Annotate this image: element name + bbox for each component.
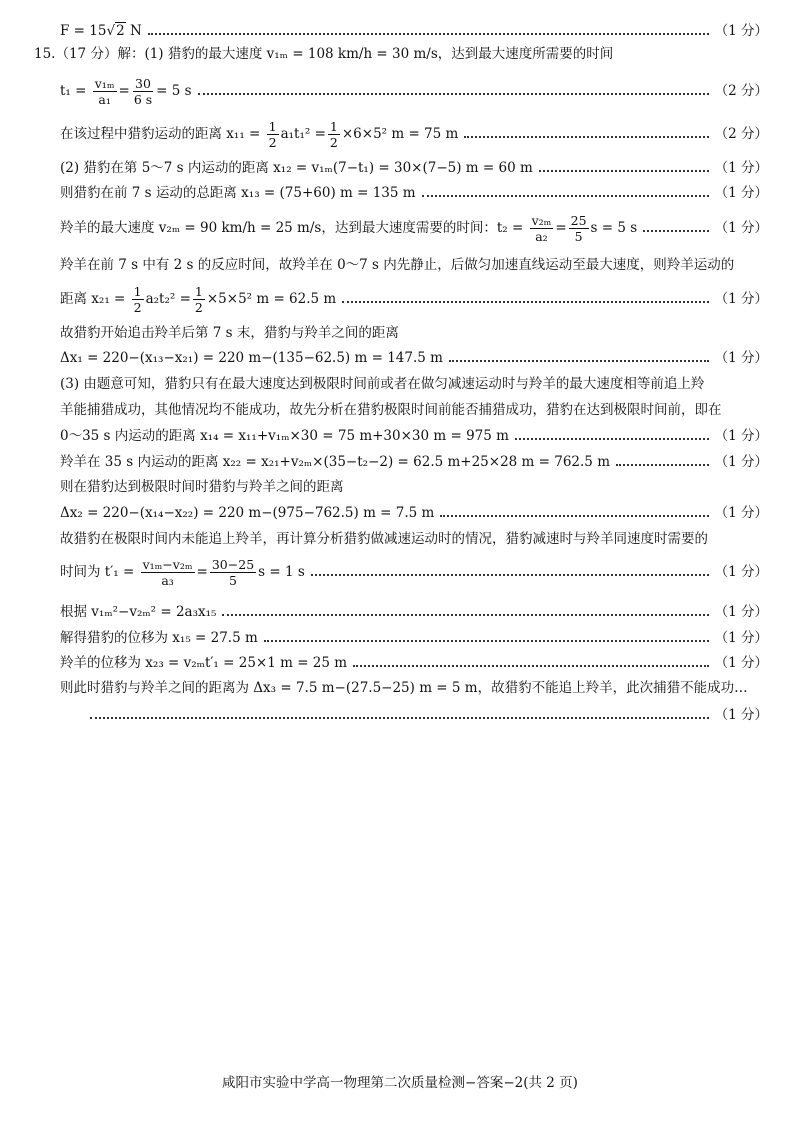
dot-leader <box>515 438 709 440</box>
fraction: $\frac{30}{6 s}$ <box>133 75 153 107</box>
score-label: （1 分） <box>714 291 768 307</box>
dot-leader <box>311 574 709 576</box>
formula: 在该过程中猎豹运动的距离 x₁₁ = $\frac{1}{2}$ a₁t₁² = $\frac{1}{2}$ ×6×5² m = 75 m <box>60 118 459 150</box>
dot-leader <box>616 464 709 466</box>
dot-leader <box>148 33 709 35</box>
fraction: $\frac{\text{v₂ₘ}}{\text{a₂}}$ <box>531 212 552 244</box>
fraction: $\frac{1}{2}$ <box>194 283 203 315</box>
score-label: （1 分） <box>714 655 768 671</box>
text-line: 则在猎豹达到极限时间时猎豹与羚羊之间的距离 <box>60 479 344 495</box>
dot-leader <box>90 717 709 719</box>
score-label: （1 分） <box>714 23 768 39</box>
text-line: 故猎豹开始追击羚羊后第 7 s 末，猎豹与羚羊之间的距离 <box>60 325 399 341</box>
answer-line-final-score <box>60 705 768 725</box>
answer-line-x22: 羚羊在 35 s 内运动的距离 x₂₂ = x₂₁+v₂ₘ×(35−t₂−2) = 62.5 m+25×28 m = 762.5 m （1 分） <box>60 454 768 470</box>
dot-leader <box>342 301 708 303</box>
text-line: (3) 由题意可知，猎豹只有在最大速度达到极限时间前或者在做匀减速运动时与羚羊的最大速度相等前追上羚 <box>60 376 705 392</box>
answer-line-x21 <box>60 283 768 315</box>
text-line-conclusion: 则此时猎豹与羚羊之间的距离为 Δx₃ = 7.5 m−(27.5−25) m = 5 m，故猎豹不能追上羚羊，此次捕猎不能成功… <box>60 680 748 696</box>
answer-line-x11 <box>60 118 768 150</box>
score-label: （2 分） <box>714 126 768 142</box>
formula: 距离 x₂₁ = $\frac{1}{2}$ a₂t₂² = $\frac{1}{2}$ ×5×5² m = 62.5 m <box>60 283 337 315</box>
score-label: （1 分） <box>714 564 768 580</box>
dot-leader <box>264 640 709 642</box>
answer-line-kinematics: 根据 v₁ₘ²−v₂ₘ² = 2a₃x₁₅ （1 分） <box>60 604 768 620</box>
score-label: （1 分） <box>714 220 768 236</box>
answer-line-t1-prime <box>60 556 768 588</box>
answer-line-force <box>60 21 768 41</box>
fraction: $\frac{1}{2}$ <box>133 283 142 315</box>
answer-line-x13: 则猎豹在前 7 s 运动的总距离 x₁₃ = (75+60) m = 135 m （1 分） <box>60 185 768 201</box>
formula: 时间为 t′₁ = $\frac{\text{v₁ₘ−v₂ₘ}}{\text{a₃}}$ = $\frac{30-25}{5}$ s = 1 s <box>60 556 305 588</box>
dot-leader <box>539 170 709 172</box>
answer-line-t1 <box>60 75 768 107</box>
text-line: 故猎豹在极限时间内未能追上羚羊，再计算分析猎豹做减速运动时的情况，猎豹减速时与羚羊同速度时需要的 <box>60 531 708 547</box>
answer-line-t2 <box>60 212 768 244</box>
dot-leader <box>353 665 709 667</box>
dot-leader <box>222 614 708 616</box>
answer-line-dx1: Δx₁ = 220−(x₁₃−x₂₁) = 220 m−(135−62.5) m = 147.5 m （1 分） <box>60 350 768 366</box>
score-label: （1 分） <box>714 630 768 646</box>
page-footer: 咸阳市实验中学高一物理第二次质量检测−答案−2(共 2 页) <box>222 1075 578 1091</box>
fraction: $\frac{\text{v₁ₘ−v₂ₘ}}{\text{a₃}}$ <box>142 556 193 588</box>
formula: t₁ = $\frac{\text{v₁ₘ}}{\text{a₁}}$ = $\frac{30}{6 s}$ = 5 s <box>60 75 192 107</box>
formula: 羚羊的最大速度 v₂ₘ = 90 km/h = 25 m/s，达到最大速度需要的时间：t₂ = $\frac{\text{v₂ₘ}}{\text{a₂}}$ = $\frac{25}{5}$ s = 5 s <box>60 212 638 244</box>
score-label: （1 分） <box>714 604 768 620</box>
dot-leader <box>449 360 709 362</box>
formula: F = 15√2 N <box>60 23 142 39</box>
answer-line-x23: 羚羊的位移为 x₂₃ = v₂ₘt′₁ = 25×1 m = 25 m （1 分） <box>60 655 768 671</box>
fraction: $\frac{30-25}{5}$ <box>211 556 255 588</box>
score-label: （1 分） <box>714 707 768 723</box>
answer-line-x12: (2) 猎豹在第 5～7 s 内运动的距离 x₁₂ = v₁ₘ(7−t₁) = 30×(7−5) m = 60 m （1 分） <box>60 160 768 176</box>
fraction: $\frac{\text{v₁ₘ}}{\text{a₁}}$ <box>94 75 115 107</box>
text-line: 羚羊在前 7 s 中有 2 s 的反应时间，故羚羊在 0～7 s 内先静止，后做匀加速直线运动至最大速度，则羚羊运动的 <box>60 257 735 273</box>
text-line: 羊能捕猎成功，其他情况均不能成功，故先分析在猎豹极限时间前能否捕猎成功，猎豹在达到极限时间前，即在 <box>60 402 722 418</box>
dot-leader <box>464 136 708 138</box>
answer-line-dx2: Δx₂ = 220−(x₁₄−x₂₂) = 220 m−(975−762.5) m = 7.5 m （1 分） <box>60 505 768 521</box>
score-label: （1 分） <box>714 350 768 366</box>
dot-leader <box>643 230 708 232</box>
dot-leader <box>198 93 709 95</box>
score-label: （1 分） <box>714 185 768 201</box>
score-label: （1 分） <box>714 505 768 521</box>
answer-line-x15: 解得猎豹的位移为 x₁₅ = 27.5 m （1 分） <box>60 630 768 646</box>
score-label: （2 分） <box>714 83 768 99</box>
score-label: （1 分） <box>714 454 768 470</box>
fraction: $\frac{25}{5}$ <box>570 212 587 244</box>
fraction: $\frac{1}{2}$ <box>268 118 277 150</box>
answer-line-x14: 0～35 s 内运动的距离 x₁₄ = x₁₁+v₁ₘ×30 = 75 m+30×30 m = 975 m （1 分） <box>60 428 768 444</box>
score-label: （1 分） <box>714 160 768 176</box>
score-label: （1 分） <box>714 428 768 444</box>
dot-leader <box>440 515 708 517</box>
question-15-heading: 15.（17 分）解：(1) 猎豹的最大速度 v₁ₘ = 108 km/h = 30 m/s，达到最大速度所需要的时间 <box>34 46 614 62</box>
dot-leader <box>422 195 709 197</box>
fraction: $\frac{1}{2}$ <box>329 118 338 150</box>
